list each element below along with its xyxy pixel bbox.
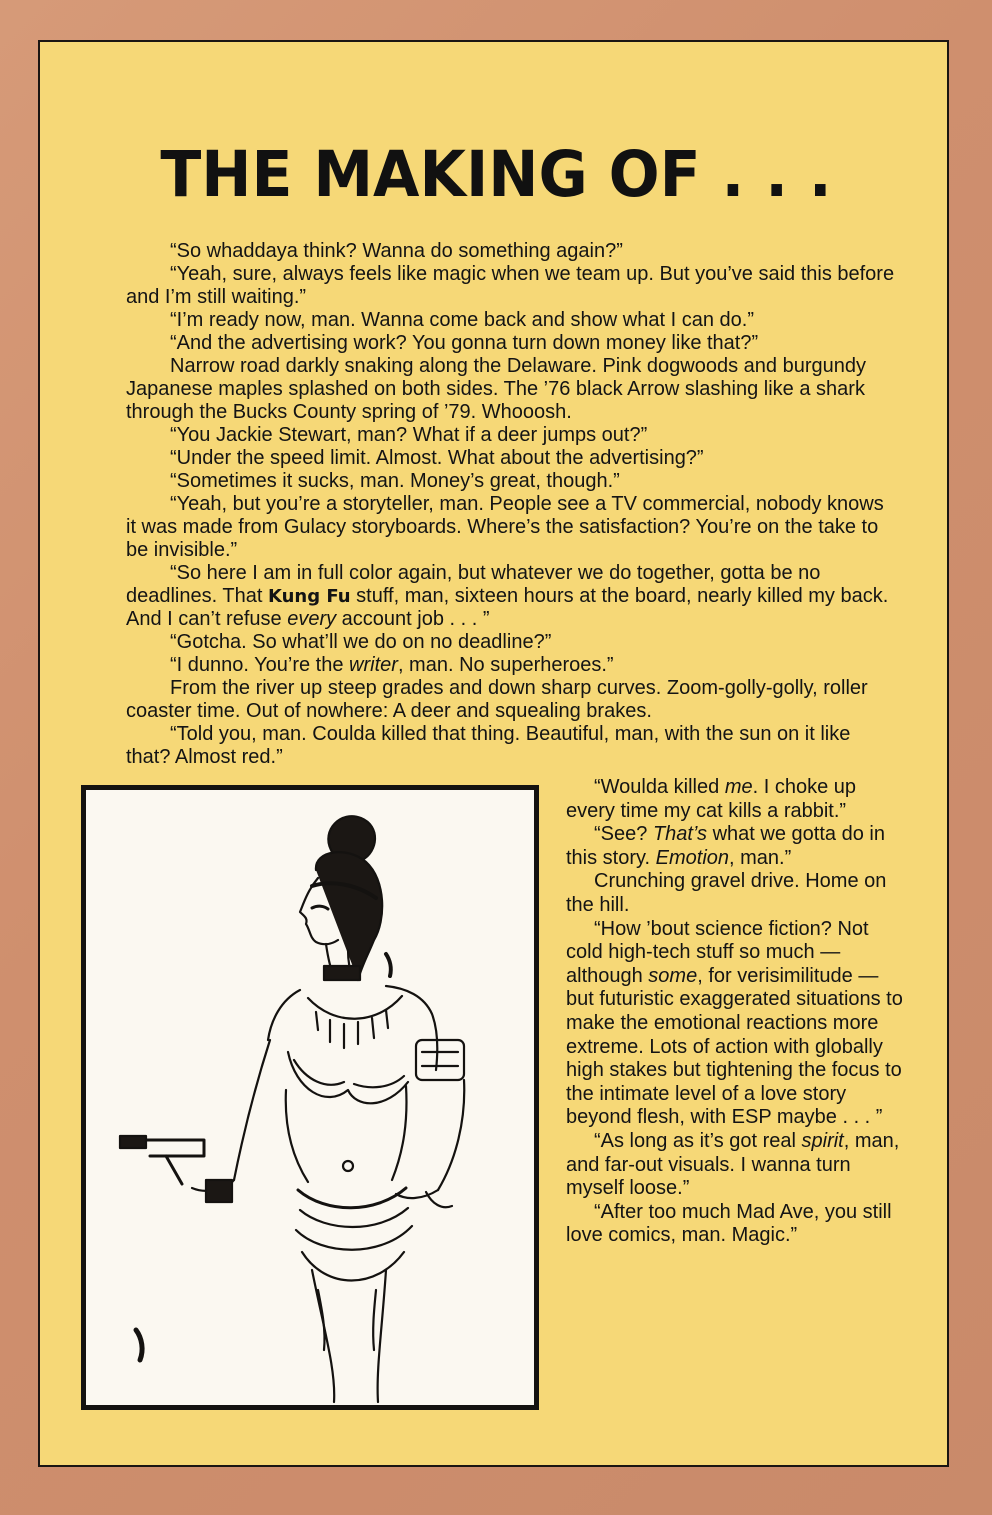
paragraph: “So whaddaya think? Wanna do something again?” xyxy=(170,240,623,262)
paragraph: From the river up steep grades and down sharp curves. Zoom-golly-golly, roller coaster time. Out of nowhere: A deer and squealing brakes. xyxy=(126,677,868,722)
sidebar-column-text xyxy=(566,776,906,1248)
emphasis-bold: Kung Fu xyxy=(267,586,351,607)
emphasis-italic: That’s xyxy=(652,823,708,846)
paragraph: “After too much Mad Ave, you still love comics, man. Magic.” xyxy=(566,1200,892,1247)
emphasis-italic: spirit xyxy=(801,1129,844,1152)
paragraph: “See? That’s what we gotta do in this story. Emotion, man.” xyxy=(566,823,885,869)
paragraph: “Yeah, sure, always feels like magic when we team up. But you’ve said this before and I’m still waiting.” xyxy=(126,263,895,308)
paragraph: “I’m ready now, man. Wanna come back and show what I can do.” xyxy=(170,309,754,331)
paragraph: “And the advertising work? You gonna turn down money like that?” xyxy=(170,332,759,354)
emphasis-italic: me xyxy=(724,776,753,798)
paragraph: “Told you, man. Coulda killed that thing. Beautiful, man, with the sun on it like that? Almost red.” xyxy=(126,723,851,768)
paragraph: “You Jackie Stewart, man? What if a deer jumps out?” xyxy=(170,424,648,446)
paragraph: “As long as it’s got real spirit, man, and far-out visuals. I wanna turn myself loose.” xyxy=(566,1129,900,1200)
paragraph: “Gotcha. So what’ll we do on no deadline?” xyxy=(170,631,552,653)
article-body xyxy=(126,240,896,769)
paragraph: Narrow road darkly snaking along the Delaware. Pink dogwoods and burgundy Japanese maples splashed on both sides. The ’76 black Arrow slashing like a shark through the Bucks County spring of ’79. Whooosh. xyxy=(126,355,866,423)
paragraph: “Under the speed limit. Almost. What about the advertising?” xyxy=(170,447,704,469)
emphasis-italic: Emotion xyxy=(655,846,730,869)
paragraph: Crunching gravel drive. Home on the hill. xyxy=(566,870,887,916)
page-title: THE MAKING OF . . . xyxy=(160,138,832,212)
illustration-frame xyxy=(81,785,539,1410)
paragraph: “So here I am in full color again, but whatever we do together, gotta be no deadlines. That Kung Fu stuff, man, sixteen hours at the board, nearly killed my back. And I can’t refuse every account job . . . ” xyxy=(126,562,889,630)
paragraph: “How ’bout science fiction? Not cold high-tech stuff so much — although some, for verisimilitude — but futuristic exaggerated situations to make the emotional reactions more extreme. Lots of action with globally high stakes but tightening the focus to the intimate level of a love story beyond flesh, with ESP maybe . . . ” xyxy=(566,917,903,1129)
illustration-woman-with-pistol xyxy=(86,790,534,1405)
emphasis-italic: writer xyxy=(349,654,398,676)
emphasis-italic: every xyxy=(287,608,337,630)
paragraph: “Sometimes it sucks, man. Money’s great, though.” xyxy=(170,470,620,492)
paragraph: “I dunno. You’re the writer, man. No superheroes.” xyxy=(170,654,614,676)
paragraph: “Yeah, but you’re a storyteller, man. People see a TV commercial, nobody knows it was made from Gulacy storyboards. Where’s the satisfaction? You’re on the take to be invisible.” xyxy=(126,493,884,561)
paragraph: “Woulda killed me. I choke up every time my cat kills a rabbit.” xyxy=(566,776,857,822)
emphasis-italic: some xyxy=(648,964,698,987)
